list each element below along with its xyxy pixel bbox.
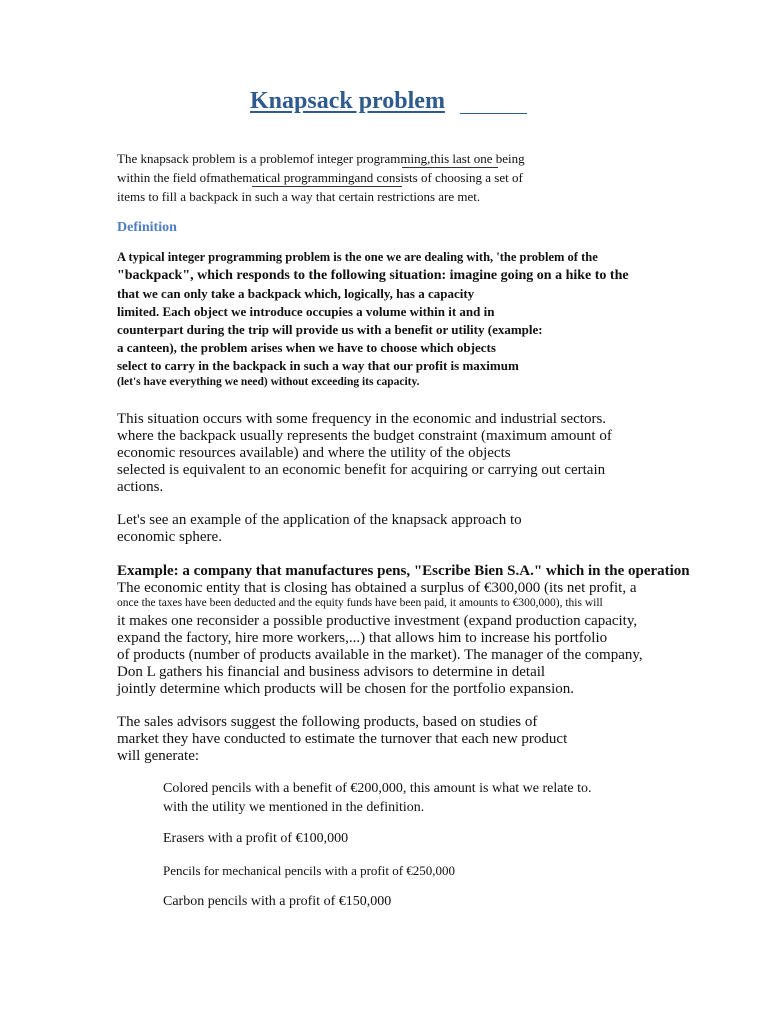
definition-line-3: that we can only take a backpack which, logically, has a capacity <box>117 286 475 301</box>
advisors-line-3: will generate: <box>117 748 200 764</box>
situation-line-2: where the backpack usually represents the budget constraint (maximum amount of <box>117 428 612 444</box>
example-line-2: once the taxes have been deducted and the equity funds have been paid, it amounts to €300,000), this will <box>117 597 603 609</box>
definition-line-6: a canteen), the problem arises when we have to choose which objects <box>117 340 496 355</box>
example-line-5: of products (number of products available in the market). The manager of the company, <box>117 647 643 663</box>
situation-line-4: selected is equivalent to an economic benefit for acquiring or carrying out certain <box>117 462 606 478</box>
hyperlink-underline[interactable] <box>402 167 498 168</box>
definition-line-7: select to carry in the backpack in such a way that our profit is maximum <box>117 358 519 373</box>
advisors-line-1: The sales advisors suggest the following products, based on studies of <box>117 714 538 730</box>
intro-line-3: items to fill a backpack in such a way that certain restrictions are met. <box>117 189 481 204</box>
definition-line-5: counterpart during the trip will provide us with a benefit or utility (example: <box>117 322 543 337</box>
hyperlink-underline[interactable] <box>252 186 402 187</box>
situation-line-5: actions. <box>117 479 164 495</box>
product-item-colored-pencils-cont: with the utility we mentioned in the definition. <box>163 800 425 815</box>
example-intro-line-1: Let's see an example of the application of the knapsack approach to <box>117 512 522 528</box>
example-line-1: The economic entity that is closing has obtained a surplus of €300,000 (its net profit, a <box>117 580 637 596</box>
example-intro-line-2: economic sphere. <box>117 529 222 545</box>
definition-line-8: (let's have everything we need) without exceeding its capacity. <box>117 376 420 388</box>
definition-line-2: "backpack", which responds to the following situation: imagine going on a hike to the <box>117 268 629 283</box>
product-item-carbon-pencils: Carbon pencils with a profit of €150,000 <box>163 894 392 909</box>
example-heading: Example: a company that manufactures pens, "Escribe Bien S.A." which in the operation <box>117 563 690 579</box>
intro-line-1: The knapsack problem is a problemof integer programming,this last one being <box>117 151 525 166</box>
example-line-3: it makes one reconsider a possible productive investment (expand production capacity, <box>117 613 638 629</box>
example-line-6: Don L gathers his financial and business advisors to determine in detail <box>117 664 546 680</box>
intro-line-2: within the field ofmathematical programmingand consists of choosing a set of <box>117 170 523 185</box>
product-item-mechanical-pencils: Pencils for mechanical pencils with a profit of €250,000 <box>163 863 456 878</box>
definition-heading: Definition <box>117 220 177 235</box>
title-underline <box>460 113 527 114</box>
situation-line-1: This situation occurs with some frequency in the economic and industrial sectors. <box>117 411 607 427</box>
product-item-colored-pencils: Colored pencils with a benefit of €200,000, this amount is what we relate to. <box>163 781 592 796</box>
definition-line-1: A typical integer programming problem is the one we are dealing with, 'the problem of the <box>117 250 598 264</box>
document-title: Knapsack problem <box>250 88 445 114</box>
product-item-erasers: Erasers with a profit of €100,000 <box>163 831 349 846</box>
example-line-4: expand the factory, hire more workers,...) that allows him to increase his portfolio <box>117 630 608 646</box>
advisors-line-2: market they have conducted to estimate the turnover that each new product <box>117 731 568 747</box>
situation-line-3: economic resources available) and where the utility of the objects <box>117 445 511 461</box>
definition-line-4: limited. Each object we introduce occupies a volume within it and in <box>117 304 495 319</box>
example-line-7: jointly determine which products will be chosen for the portfolio expansion. <box>117 681 574 697</box>
